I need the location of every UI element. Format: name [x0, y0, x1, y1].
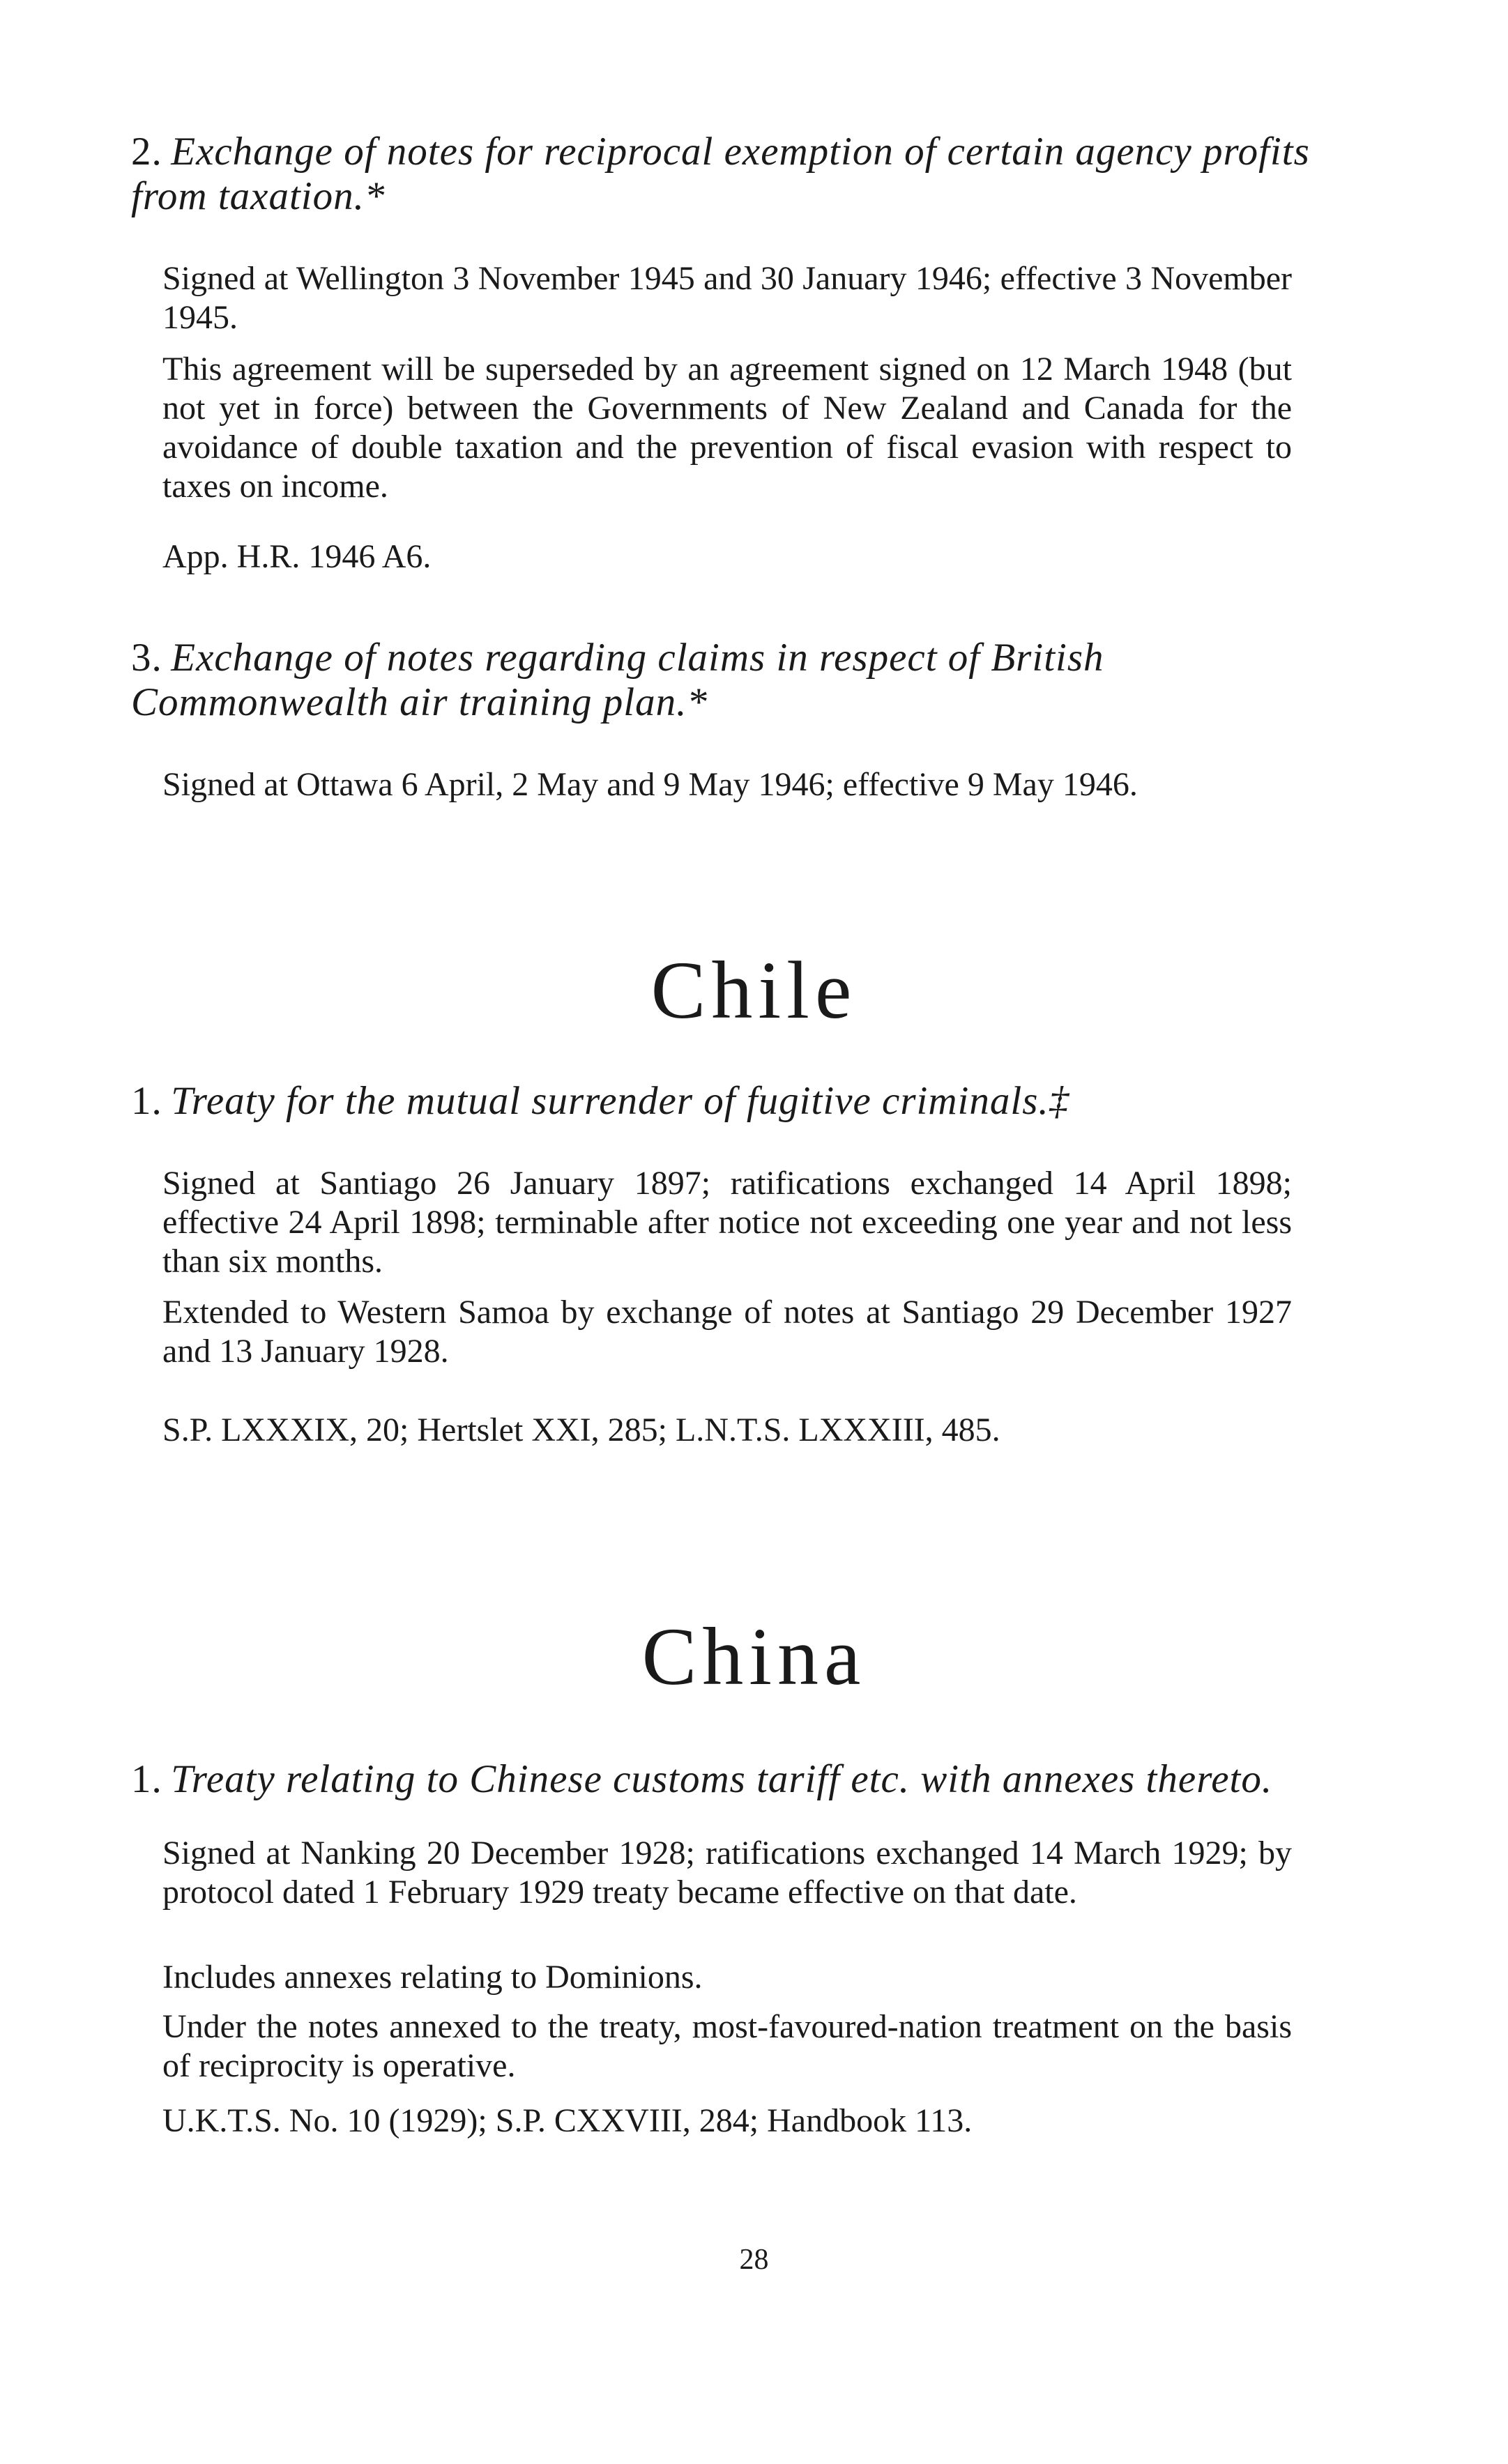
entry-reference: U.K.T.S. No. 10 (1929); S.P. CXXVIII, 284; Handbook 113.: [162, 2102, 973, 2139]
entry-title: [131, 636, 1316, 725]
section-heading-china: China: [641, 1611, 867, 1702]
entry-number: 1.: [131, 1757, 162, 1801]
entry-number: 2.: [131, 130, 162, 174]
entry-reference: S.P. LXXXIX, 20; Hertslet XXI, 285; L.N.T.S. LXXXIII, 485.: [162, 1411, 1000, 1448]
entry-paragraph: Under the notes annexed to the treaty, most-favoured-nation treatment on the basis of reciprocity is operative.: [162, 2008, 1292, 2084]
entry-reference: App. H.R. 1946 A6.: [162, 538, 432, 575]
entry-title-text: Treaty for the mutual surrender of fugitive criminals.‡: [171, 1079, 1070, 1123]
entry-title-text: Treaty relating to Chinese customs tariff etc. with annexes thereto.: [171, 1757, 1273, 1801]
entry-paragraph: Signed at Wellington 3 November 1945 and 30 January 1946; effective 3 November 1945.: [162, 260, 1292, 336]
entry-title-text: Exchange of notes for reciprocal exemption of certain agency profits from taxation.*: [131, 130, 1310, 218]
entry-number: 1.: [131, 1079, 162, 1123]
section-heading-chile: Chile: [650, 944, 858, 1036]
entry-title-text: Exchange of notes regarding claims in respect of British Commonwealth air training plan.*: [131, 636, 1104, 724]
entry-paragraph: This agreement will be superseded by an agreement signed on 12 March 1948 (but not yet in force) between the Governments of New Zealand and Canada for the avoidance of double taxation and the prevention of fiscal evasion with respect to taxes on income.: [162, 351, 1292, 505]
page-number: 28: [739, 2244, 769, 2276]
entry-title: [131, 1757, 1316, 1802]
entry-title: [131, 1079, 1316, 1124]
entry-paragraph: Includes annexes relating to Dominions.: [162, 1959, 703, 1996]
entry-number: 3.: [131, 636, 162, 680]
entry-paragraph: Signed at Santiago 26 January 1897; ratifications exchanged 14 April 1898; effective 24 April 1898; terminable after notice not exceeding one year and not less than six months.: [162, 1165, 1292, 1280]
entry-title: [131, 130, 1316, 219]
entry-paragraph: Extended to Western Samoa by exchange of notes at Santiago 29 December 1927 and 13 January 1928.: [162, 1294, 1292, 1370]
entry-paragraph: Signed at Ottawa 6 April, 2 May and 9 May 1946; effective 9 May 1946.: [162, 766, 1138, 803]
entry-paragraph: Signed at Nanking 20 December 1928; ratifications exchanged 14 March 1929; by protocol dated 1 February 1929 treaty became effective on that date.: [162, 1835, 1292, 1911]
